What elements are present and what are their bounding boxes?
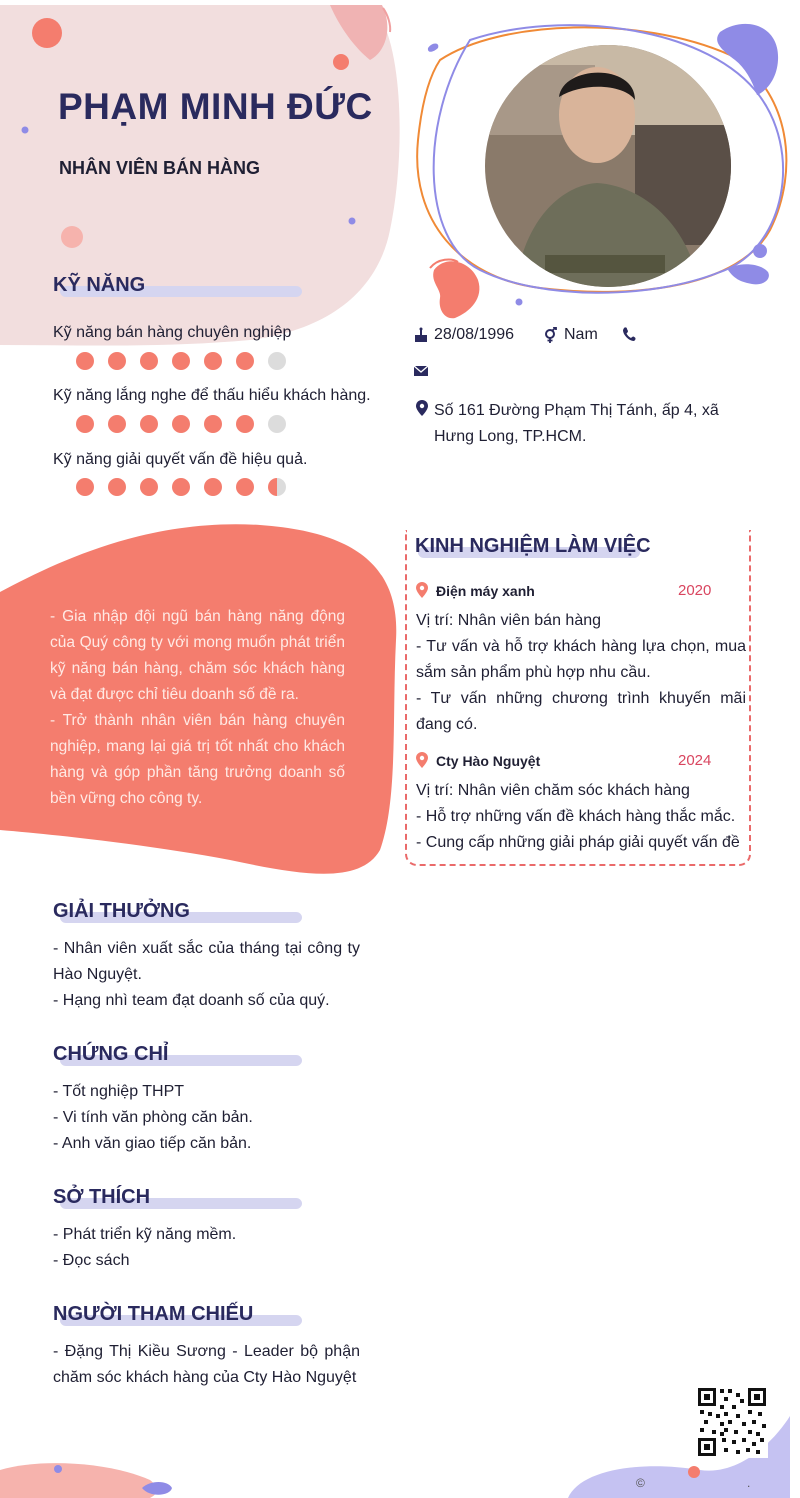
profile-photo <box>485 45 731 287</box>
email-row[interactable] <box>414 362 428 378</box>
rating-dot <box>268 478 286 496</box>
rating-dot <box>108 415 126 433</box>
job-details-1 <box>416 608 746 738</box>
job-detail-line: - Tư vấn những chương trình khuyến mãi đang có. <box>416 690 746 733</box>
job-detail-line: - Hỗ trợ những vấn đề khách hàng thắc mắc. <box>416 808 736 825</box>
objective-paragraph: - Trở thành nhân viên bán hàng chuyên nghiệp, mang lại giá trị tốt nhất cho khách hàng và góp phần tăng trưởng doanh số bền vững cho công ty. <box>50 712 345 807</box>
rating-dot <box>268 415 286 433</box>
certificates-heading: CHỨNG CHỈ <box>53 1043 169 1065</box>
career-objective <box>50 604 345 812</box>
skills-heading: KỸ NĂNG <box>53 274 146 296</box>
rating-dot <box>172 352 190 370</box>
skill-label-1: Kỹ năng bán hàng chuyên nghiệp <box>53 324 292 341</box>
location-icon <box>415 400 429 416</box>
reference-item: - Đặng Thị Kiều Sương - Leader bộ phận chăm sóc khách hàng của Cty Hào Nguyệt <box>53 1343 360 1386</box>
location-icon <box>416 752 428 768</box>
mail-icon <box>414 362 428 378</box>
cake-icon <box>414 327 428 343</box>
rating-dot <box>76 415 94 433</box>
award-item: - Nhân viên xuất sắc của tháng tại công ty Hào Nguyệt. <box>53 940 360 983</box>
rating-dot <box>204 415 222 433</box>
skill-label-2: Kỹ năng lắng nghe để thấu hiểu khách hàng. <box>53 387 371 404</box>
rating-dot <box>236 415 254 433</box>
skill-rating-1 <box>76 352 286 370</box>
references-heading: NGƯỜI THAM CHIẾU <box>53 1303 254 1325</box>
hobbies-list <box>53 1222 360 1274</box>
job-detail-line: - Cung cấp những giải pháp giải quyết vấn đề <box>416 834 740 851</box>
hobby-item: - Phát triển kỹ năng mềm. <box>53 1226 237 1243</box>
company-name-2: Cty Hào Nguyệt <box>436 753 541 769</box>
objective-paragraph: - Gia nhập đội ngũ bán hàng năng động của Quý công ty với mong muốn phát triển kỹ năng bán hàng, chăm sóc khách hàng và đạt được chỉ tiêu doanh số đề ra. <box>50 608 345 703</box>
gender-row <box>544 326 598 344</box>
certificate-item: - Vi tính văn phòng căn bản. <box>53 1109 253 1126</box>
job-detail-line: Vị trí: Nhân viên chăm sóc khách hàng <box>416 782 690 799</box>
footer-dot: . <box>747 1476 751 1490</box>
qr-code[interactable] <box>696 1386 768 1458</box>
rating-dot <box>236 478 254 496</box>
rating-dot <box>204 352 222 370</box>
job-year-2: 2024 <box>678 752 712 769</box>
rating-dot <box>108 352 126 370</box>
job-details-2 <box>416 778 746 856</box>
gender-value: Nam <box>564 326 598 343</box>
rating-dot <box>204 478 222 496</box>
phone-row[interactable] <box>622 326 636 342</box>
location-icon <box>416 582 428 598</box>
job-detail-line: Vị trí: Nhân viên bán hàng <box>416 612 602 629</box>
rating-dot <box>268 352 286 370</box>
job-detail-line: - Tư vấn và hỗ trợ khách hàng lựa chọn, mua sắm sản phẩm phù hợp nhu cầu. <box>416 638 746 681</box>
birthday-row <box>414 326 514 344</box>
company-name-1: Điện máy xanh <box>436 583 535 599</box>
gender-icon <box>544 327 558 343</box>
skill-rating-3 <box>76 478 286 496</box>
rating-dot <box>172 415 190 433</box>
job-year-1: 2020 <box>678 582 712 599</box>
candidate-role: NHÂN VIÊN BÁN HÀNG <box>59 158 261 178</box>
hobbies-heading: SỞ THÍCH <box>53 1186 151 1208</box>
award-item: - Hạng nhì team đạt doanh số của quý. <box>53 992 330 1009</box>
certificates-list <box>53 1079 360 1157</box>
rating-dot <box>76 352 94 370</box>
references-list <box>53 1339 360 1391</box>
rating-dot <box>140 478 158 496</box>
address-value: Số 161 Đường Phạm Thị Tánh, ấp 4, xã Hưng Long, TP.HCM. <box>434 402 719 445</box>
certificate-item: - Anh văn giao tiếp căn bản. <box>53 1135 252 1152</box>
rating-dot <box>108 478 126 496</box>
candidate-name: PHẠM MINH ĐỨC <box>58 86 373 127</box>
rating-dot <box>236 352 254 370</box>
rating-dot <box>140 352 158 370</box>
skill-rating-2 <box>76 415 286 433</box>
certificate-item: - Tốt nghiệp THPT <box>53 1083 185 1100</box>
awards-heading: GIẢI THƯỞNG <box>53 900 190 922</box>
rating-dot <box>76 478 94 496</box>
awards-list <box>53 936 360 1014</box>
hobby-item: - Đọc sách <box>53 1252 130 1269</box>
birthday-value: 28/08/1996 <box>434 326 515 343</box>
copyright-symbol: © <box>636 1476 645 1490</box>
experience-heading: KINH NGHIỆM LÀM VIỆC <box>415 535 651 557</box>
skill-label-3: Kỹ năng giải quyết vấn đề hiệu quả. <box>53 451 308 468</box>
rating-dot <box>140 415 158 433</box>
rating-dot <box>172 478 190 496</box>
phone-icon <box>622 326 636 342</box>
address-row <box>414 398 760 450</box>
